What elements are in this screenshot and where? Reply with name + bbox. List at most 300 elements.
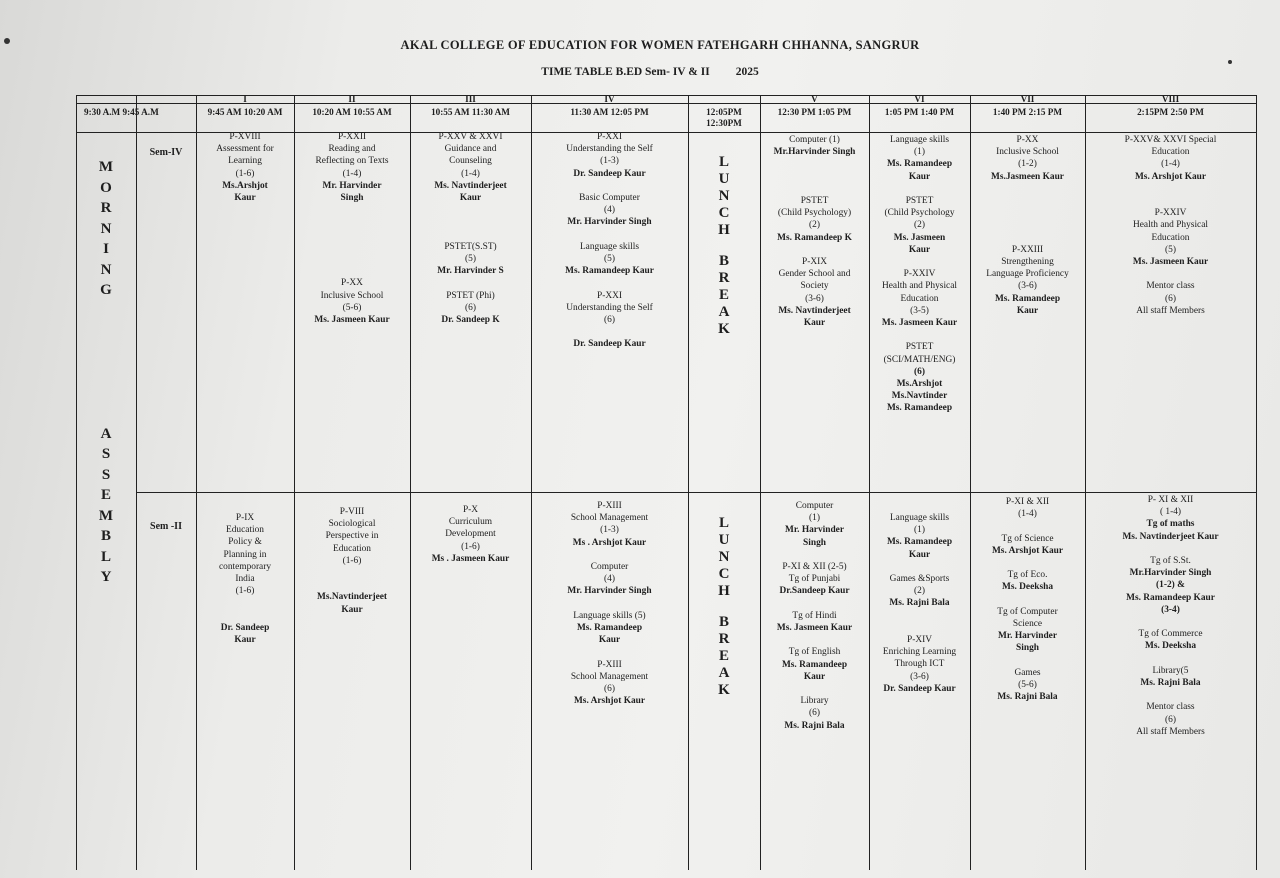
teacher-name: Mr. Harvinder (784, 525, 845, 536)
subject-line: (Child Psychology) (777, 208, 852, 219)
subject-line (533, 646, 686, 658)
subject-cell (760, 500, 869, 732)
lunch-break-letter: B (718, 253, 729, 269)
subject-line: P-XXI (597, 290, 622, 301)
subject-line: P-X (462, 505, 479, 515)
subject-line: Computer (795, 501, 834, 511)
teacher-name: Mr.Harvinder Singh (1129, 568, 1212, 579)
subject-line: Reading and (328, 144, 376, 155)
subject-cell (760, 134, 869, 329)
subject-line (762, 171, 867, 183)
lunch-break-letter: E (718, 648, 729, 664)
subject-line: (5-6) (342, 302, 362, 313)
college-title: AKAL COLLEGE OF EDUCATION FOR WOMEN FATEHGARH CHHANNA, SANGRUR (400, 38, 920, 52)
teacher-name: Singh (803, 537, 826, 548)
morning-assembly-letter: N (100, 261, 112, 278)
semester-label: Sem -II (150, 521, 182, 532)
subject-line: India (235, 574, 255, 585)
lunch-break-letter: U (718, 171, 730, 187)
subject-line: Games (1014, 667, 1041, 678)
subject-line (296, 253, 408, 265)
subject-cell (1085, 134, 1256, 317)
subject-line (296, 265, 408, 277)
subject-line: (1-4) (461, 168, 480, 179)
period-number: VI (914, 94, 925, 104)
subject-line: Health and Physical (882, 281, 957, 292)
subject-line: Society (800, 281, 829, 292)
lunch-break-label (713, 513, 735, 697)
lunch-break-label (713, 152, 735, 336)
lunch-break-letter: K (718, 682, 730, 698)
timetable-title (400, 66, 900, 78)
teacher-name: Kaur (908, 171, 931, 182)
subject-line: Health and Physical (1133, 220, 1208, 231)
subject-cell (970, 496, 1085, 703)
morning-assembly-letter: Y (100, 569, 112, 585)
subject-line (296, 241, 408, 253)
subject-line: (1) (914, 525, 925, 536)
teacher-name: Ms . Arshjot Kaur (572, 537, 647, 548)
grid-column-line (76, 95, 77, 870)
subject-line: Library (800, 696, 829, 707)
period-number: VIII (1161, 94, 1180, 104)
teacher-name: Ms. Deeksha (1144, 641, 1197, 652)
period-time: 10:20 AM 10:55 AM (312, 107, 392, 117)
grid-column-line (688, 95, 689, 870)
subject-cell (294, 506, 410, 616)
subject-line: (6) (604, 315, 615, 325)
lunch-break-letter: U (718, 532, 730, 548)
subject-line: P-XXV & XXVI (438, 132, 503, 142)
subject-line: Library(5 (1152, 665, 1189, 676)
subject-line (533, 598, 686, 610)
morning-assembly-letter (95, 342, 117, 363)
subject-line: contemporary (218, 561, 272, 572)
teacher-name: Mr.Harvinder Singh (773, 147, 856, 158)
subject-line (296, 204, 408, 216)
subject-line: Perspective in (325, 531, 379, 542)
subject-line: P-XIV (907, 634, 932, 645)
subject-line: P-XXIII (1011, 244, 1044, 255)
teacher-name: Ms. Ramandeep (886, 537, 953, 548)
teacher-name: (3-4) (1161, 604, 1180, 615)
subject-line: (1-4) (342, 168, 362, 179)
subject-line: Understanding the Self (566, 302, 653, 313)
subject-line (762, 634, 867, 646)
teacher-name: Kaur (908, 549, 931, 560)
subject-line: Counseling (449, 156, 492, 167)
subject-line: (2) (914, 220, 925, 231)
morning-assembly-letter: I (103, 241, 109, 257)
period-number (688, 94, 760, 105)
period-time: 12:05PM 12:30PM (706, 107, 742, 128)
lunch-break-letter: A (718, 304, 730, 320)
period-number (76, 94, 136, 105)
teacher-name: Ms. Jasmeen Kaur (1132, 257, 1209, 267)
lunch-break-letter: E (718, 287, 729, 303)
subject-line (533, 180, 686, 192)
morning-assembly-letter: L (100, 548, 111, 565)
subject-line: Mentor class (1146, 702, 1195, 713)
subject-line (762, 683, 867, 695)
morning-assembly-letter: B (100, 528, 111, 544)
subject-line: Science (1012, 618, 1043, 629)
subject-line (412, 277, 529, 289)
subject-line: (4) (604, 205, 615, 216)
teacher-name: Ms.Jasmeen Kaur (991, 171, 1064, 182)
subject-line: (4) (604, 574, 615, 585)
period-time: 10:55 AM 11:30 AM (431, 107, 510, 117)
subject-cell (1085, 494, 1256, 738)
punch-hole-mark (4, 38, 10, 44)
teacher-name: (1-2) & (1156, 580, 1185, 591)
timetable-grid (76, 95, 1256, 870)
morning-assembly-letter: E (100, 487, 111, 503)
subject-line: (1-6) (235, 586, 255, 597)
subject-line (972, 183, 1083, 195)
subject-line (296, 216, 408, 228)
teacher-name: Kaur (459, 193, 482, 204)
subject-cell (970, 134, 1085, 317)
subject-line: (1) (914, 147, 925, 158)
subject-line: Development (445, 529, 496, 540)
subject-line: All staff Members (1136, 726, 1205, 737)
teacher-name: Ms. Ramandeep Kaur (565, 266, 654, 277)
teacher-name: Kaur (803, 671, 826, 682)
teacher-name: Ms. Ramandeep (886, 159, 953, 170)
teacher-name: Ms. Ramandeep (781, 659, 848, 670)
teacher-name: Mr. Harvinder S (437, 266, 504, 277)
teacher-name: Kaur (803, 317, 826, 328)
subject-line: Games &Sports (889, 574, 950, 584)
semester-divider-line (136, 492, 1256, 493)
lunch-break-letter: K (718, 321, 730, 337)
period-time: 2:15PM 2:50 PM (1137, 107, 1204, 117)
subject-line: P-XXII (337, 132, 367, 142)
subject-line: (5) (604, 254, 615, 264)
morning-assembly-letter (95, 301, 117, 322)
subject-line: PSTET(S.ST) (444, 241, 497, 252)
subject-line (1087, 183, 1254, 195)
teacher-name: Ms. Navtinderjeet (434, 180, 507, 191)
subject-line: Tg of Commerce (1138, 629, 1203, 640)
subject-line: Education (1151, 232, 1190, 243)
morning-assembly-letter: S (101, 446, 111, 462)
teacher-name: Ms.Arshjot (222, 180, 268, 191)
subject-line: (3-6) (910, 671, 929, 682)
subject-line: All staff Members (1136, 305, 1205, 316)
teacher-name: Ms. Jasmeen Kaur (776, 623, 853, 633)
morning-assembly-letter (95, 383, 117, 404)
lunch-break-letter: A (718, 665, 730, 681)
morning-assembly-letter (95, 362, 117, 383)
morning-assembly-letter: G (100, 282, 112, 298)
teacher-name: Ms. Jasmeen (893, 232, 946, 243)
lunch-break-letter: H (718, 583, 730, 599)
subject-line (1087, 616, 1254, 628)
subject-line (533, 277, 686, 289)
subject-line (198, 597, 292, 609)
subject-line (972, 207, 1083, 219)
subject-line: Computer (1) (789, 135, 840, 145)
subject-line: P-XX (1016, 135, 1039, 145)
subject-line (762, 244, 867, 256)
subject-line: Planning in (223, 549, 267, 560)
teacher-name: Dr. Sandeep Kaur (573, 168, 646, 179)
subject-cell (410, 131, 531, 326)
period-number (136, 94, 196, 105)
lunch-break-letter: N (718, 188, 730, 204)
lunch-break-letter: L (718, 515, 729, 531)
lunch-break-letter: N (718, 549, 730, 565)
subject-line: Education (1151, 147, 1190, 158)
semester-label: Sem-IV (149, 147, 183, 158)
subject-line: P-XXI (597, 132, 622, 142)
subject-line (533, 326, 686, 338)
subject-line (972, 594, 1083, 606)
teacher-name: Ms. Navtinderjeet (778, 305, 851, 316)
teacher-name: Ms. Ramandeep (576, 623, 643, 633)
subject-line: (1-4) (1161, 159, 1180, 170)
morning-assembly-letter: S (101, 466, 111, 483)
subject-line: (1-6) (235, 168, 255, 179)
subject-cell (196, 512, 294, 646)
subject-line: Mentor class (1146, 281, 1195, 292)
subject-line (533, 229, 686, 241)
subject-line: (1-3) (600, 156, 619, 167)
subject-line: Tg of S.St. (1150, 556, 1191, 566)
subject-line: P-XXIV (903, 269, 936, 280)
subject-line: Tg of Eco. (1007, 570, 1048, 581)
subject-line: Tg of Punjabi (788, 574, 841, 585)
teacher-name: Singh (340, 193, 364, 204)
subject-line: PSTET (Phi) (446, 290, 495, 301)
teacher-name: Tg of maths (1146, 519, 1195, 530)
subject-line: ( 1-4) (1159, 507, 1182, 518)
subject-line (871, 183, 968, 195)
subject-line: Inclusive School (320, 290, 384, 301)
subject-line: P-XI & XII (1005, 497, 1050, 507)
lunch-break-letter: R (718, 270, 730, 286)
period-number: VII (1020, 94, 1035, 104)
subject-line (762, 598, 867, 610)
subject-line (762, 183, 867, 195)
lunch-break-letter (713, 598, 735, 612)
subject-line: Through ICT (894, 659, 945, 670)
teacher-name: Singh (1016, 643, 1039, 654)
grid-column-line (136, 95, 137, 870)
morning-assembly-letter: O (100, 179, 112, 196)
teacher-name: Kaur (1016, 305, 1039, 316)
teacher-name: Ms.Arshjot (896, 379, 943, 390)
teacher-name: Mr. Harvinder Singh (567, 586, 652, 597)
subject-line (1087, 543, 1254, 555)
subject-line: Education (900, 293, 939, 304)
subject-line: School Management (570, 513, 649, 524)
subject-line (1087, 653, 1254, 665)
subject-line: Strengthening (1001, 256, 1054, 267)
subject-line (198, 610, 292, 622)
subject-line (871, 622, 968, 634)
teacher-name: Kaur (908, 244, 931, 255)
teacher-name: Mr. Harvinder Singh (567, 217, 652, 228)
subject-line (296, 567, 408, 579)
subject-line (871, 329, 968, 341)
subject-line: P-XVIII (229, 132, 261, 142)
period-time: 12:30 PM 1:05 PM (777, 107, 852, 117)
teacher-name: Ms.Navtinder (891, 391, 948, 402)
subject-line: Education (225, 525, 264, 536)
teacher-name: (6) (914, 366, 925, 377)
subject-line: (1-6) (461, 541, 480, 552)
subject-line: Curriculum (448, 517, 493, 528)
subject-line: Tg of Computer (997, 606, 1058, 617)
subject-line: P-XIX (802, 256, 827, 267)
subject-line (871, 561, 968, 573)
subject-line: PSTET (800, 195, 829, 206)
teacher-name: Dr. Sandeep Kaur (883, 683, 956, 694)
period-time: 9:30 A.M 9:45 A.M (84, 107, 159, 117)
subject-cell (869, 134, 970, 415)
subject-line: P-IX (235, 513, 255, 523)
teacher-name: Ms. Ramandeep (886, 403, 953, 414)
subject-line (972, 520, 1083, 532)
subject-line: (6) (809, 708, 820, 719)
timetable-title-text: TIME TABLE B.ED Sem- IV & II (541, 66, 710, 78)
subject-line: P- XI & XII (1147, 495, 1194, 505)
subject-line: (2) (914, 586, 925, 597)
morning-assembly-letter (95, 403, 117, 424)
period-time: 11:30 AM 12:05 PM (570, 107, 649, 117)
teacher-name: Ms.Navtinderjeet (316, 592, 388, 603)
subject-line (762, 158, 867, 170)
subject-line (1087, 195, 1254, 207)
subject-line: (6) (465, 302, 476, 313)
subject-line (972, 655, 1083, 667)
subject-line (1087, 689, 1254, 701)
subject-line: (SCI/MATH/ENG) (883, 354, 956, 365)
subject-line: Assessment for (216, 144, 274, 155)
teacher-name: Dr. Sandeep Kaur (573, 339, 646, 350)
subject-line: (3-6) (1018, 281, 1037, 292)
subject-line: Gender School and (778, 269, 851, 280)
subject-line: Tg of Science (1001, 533, 1054, 544)
subject-cell (196, 131, 294, 204)
teacher-name: Ms. Deeksha (1001, 582, 1054, 593)
lunch-break-letter: R (718, 631, 730, 647)
subject-line: (1-4) (1018, 509, 1037, 520)
subject-line: (5) (1165, 244, 1176, 255)
teacher-name: Dr. Sandeep K (441, 314, 500, 325)
subject-line (296, 229, 408, 241)
subject-line: (6) (1165, 714, 1176, 725)
lunch-break-letter: C (718, 566, 730, 582)
subject-line: Reflecting on Texts (315, 156, 389, 167)
teacher-name: Ms. Rajni Bala (784, 720, 845, 731)
subject-line: Inclusive School (996, 147, 1059, 158)
teacher-name: Ms. Jasmeen Kaur (314, 314, 390, 325)
subject-line: P-XXIV (1154, 208, 1187, 219)
ink-speck (1228, 60, 1232, 64)
grid-column-line (196, 95, 197, 870)
morning-assembly-letter: M (98, 159, 114, 175)
period-number: V (811, 94, 818, 104)
teacher-name: Kaur (598, 635, 621, 646)
subject-line: P-XX (341, 278, 363, 289)
teacher-name: Ms. Ramandeep K (777, 232, 852, 243)
teacher-name: Kaur (341, 604, 363, 615)
lunch-break-letter: L (718, 154, 729, 170)
subject-line: Learning (228, 156, 262, 167)
subject-line (871, 256, 968, 268)
teacher-name: Mr. Harvinder (997, 631, 1058, 642)
teacher-name: Ms. Arshjot Kaur (991, 545, 1064, 556)
subject-line (533, 549, 686, 561)
grid-column-line (1256, 95, 1257, 870)
subject-line: (5) (465, 253, 476, 264)
teacher-name: Mr. Harvinder (322, 180, 382, 191)
subject-line: P-XIII (597, 501, 622, 511)
subject-line: (Child Psychology (884, 208, 955, 219)
subject-line: P-VIII (339, 507, 365, 517)
period-time: 9:45 AM 10:20 AM (207, 107, 283, 117)
subject-line: Language skills (5) (573, 610, 646, 621)
subject-line: Enriching Learning (882, 647, 957, 658)
subject-line (972, 232, 1083, 244)
teacher-name: Ms. Arshjot Kaur (1134, 171, 1207, 182)
teacher-name: Ms. Rajni Bala (997, 692, 1058, 703)
subject-line: P-XI & XII (2-5) (782, 562, 847, 572)
lunch-break-letter: B (718, 614, 729, 630)
subject-line: P-XIII (597, 659, 622, 670)
subject-line: (2) (809, 220, 820, 231)
subject-line: Guidance and (444, 144, 497, 155)
teacher-name: Ms. Arshjot Kaur (573, 696, 646, 707)
teacher-name: Dr. Sandeep (220, 622, 270, 633)
subject-line: Language Proficiency (986, 269, 1069, 280)
subject-cell (869, 512, 970, 695)
lunch-break-letter: C (718, 205, 730, 221)
subject-line (871, 610, 968, 622)
subject-line: (1-6) (342, 555, 362, 566)
subject-line: Basic Computer (579, 193, 640, 203)
subject-line (762, 549, 867, 561)
subject-line: School Management (570, 671, 649, 682)
period-number: I (243, 94, 247, 104)
period-number: II (348, 94, 356, 104)
subject-line: Policy & (228, 537, 262, 548)
subject-line: Computer (590, 562, 629, 572)
subject-line (412, 229, 529, 241)
teacher-name: Ms . Jasmeen Kaur (431, 553, 510, 564)
teacher-name: Ms. Ramandeep (994, 293, 1061, 304)
period-time: 1:40 PM 2:15 PM (992, 107, 1063, 117)
subject-line: Language skills (889, 135, 950, 145)
subject-line: P-XXV& XXVI Special (1124, 135, 1217, 145)
subject-line (1087, 268, 1254, 280)
subject-line: (3-6) (805, 293, 824, 304)
subject-line: (1-3) (600, 525, 619, 536)
morning-assembly-letter: M (98, 507, 114, 524)
morning-assembly-letter: N (100, 220, 112, 237)
subject-line: PSTET (905, 196, 934, 206)
subject-line: (6) (1165, 293, 1176, 304)
subject-line: (1-2) (1018, 159, 1037, 170)
morning-assembly-label (95, 157, 117, 588)
subject-line: Sociological (328, 519, 376, 530)
subject-line (412, 216, 529, 228)
period-number: III (465, 94, 476, 104)
